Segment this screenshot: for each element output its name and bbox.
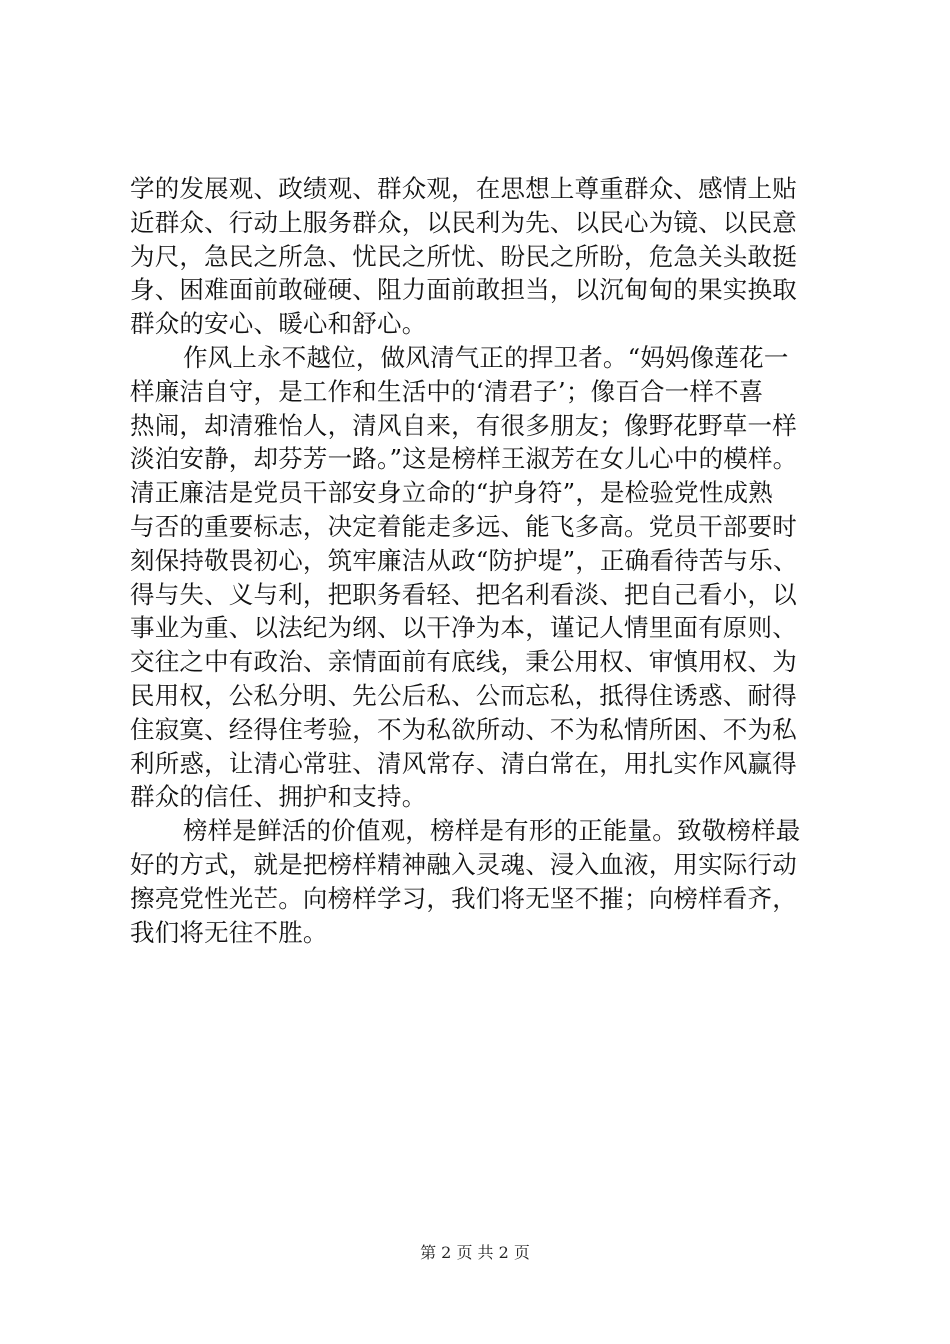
text-line: 利所惑，让清心常驻、清风常存、清白常在，用扎实作风赢得 [130,748,797,778]
body-text [130,172,830,949]
text-line: 样廉洁自守，是工作和生活中的‘清君子’；像百合一样不喜 [130,376,764,406]
text-line: 与否的重要标志，决定着能走多远、能飞多高。党员干部要时 [130,511,797,541]
text-line: 清正廉洁是党员干部安身立命的“护身符”，是检验党性成熟 [130,478,773,508]
text-line: 擦亮党性光芒。向榜样学习，我们将无坚不摧；向榜样看齐， [130,883,797,913]
text-line: 交往之中有政治、亲情面前有底线，秉公用权、审慎用权、为 [130,647,797,677]
text-line: 身、困难面前敢碰硬、阻力面前敢担当，以沉甸甸的果实换取 [130,275,797,305]
paragraph-start-line: 榜样是鲜活的价值观，榜样是有形的正能量。致敬榜样最 [183,816,801,846]
text-line: 得与失、义与利，把职务看轻、把名利看淡、把自己看小，以 [130,579,797,609]
text-line: 近群众、行动上服务群众，以民利为先、以民心为镜、以民意 [130,207,797,237]
text-line: 群众的安心、暖心和舒心。 [130,309,427,339]
text-line: 好的方式，就是把榜样精神融入灵魂、浸入血液，用实际行动 [130,849,797,879]
text-line: 为尺，急民之所急、忧民之所忧、盼民之所盼，危急关头敢挺 [130,241,797,271]
paragraph-start-line: 作风上永不越位，做风清气正的捍卫者。“妈妈像莲花一 [183,342,789,372]
text-line: 住寂寞、经得住考验，不为私欲所动、不为私情所困、不为私 [130,714,797,744]
text-line: 学的发展观、政绩观、群众观，在思想上尊重群众、感情上贴 [130,174,797,203]
text-line: 刻保持敬畏初心，筑牢廉洁从政“防护堤”，正确看待苦与乐、 [130,545,798,575]
page-number-footer: 第 2 页 共 2 页 [420,1243,530,1262]
text-line: 事业为重、以法纪为纲、以干净为本，谨记人情里面有原则、 [130,613,797,643]
text-line: 热闹，却清雅怡人，清风自来，有很多朋友；像野花野草一样 [130,410,797,440]
text-line: 淡泊安静，却芬芳一路。”这是榜样王淑芳在女儿心中的模样。 [130,444,798,474]
text-line: 群众的信任、拥护和支持。 [130,782,427,812]
text-line: 我们将无往不胜。 [130,917,328,947]
text-line: 民用权，公私分明、先公后私、公而忘私，抵得住诱惑、耐得 [130,680,797,710]
